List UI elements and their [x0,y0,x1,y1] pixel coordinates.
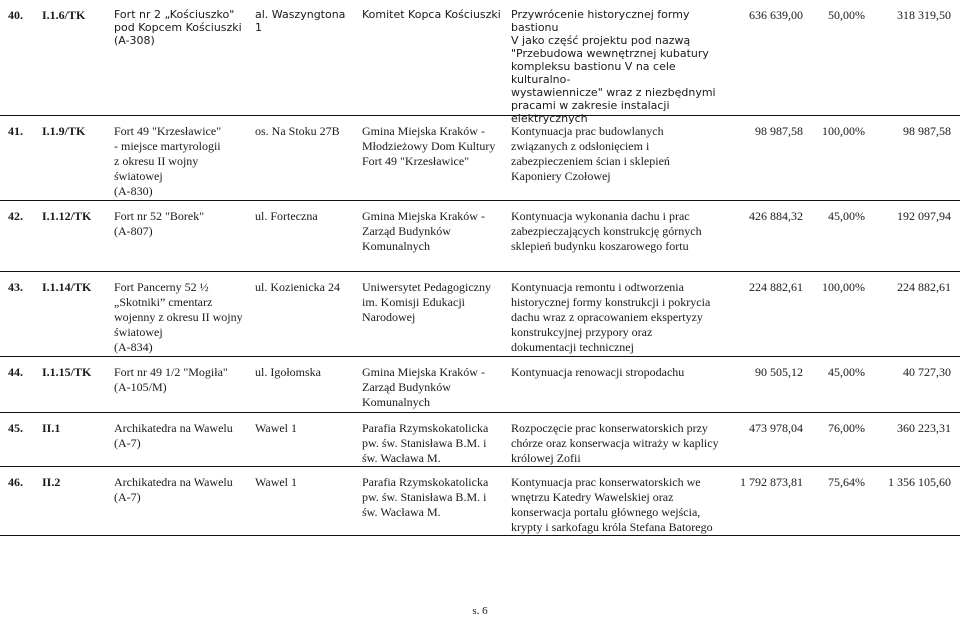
object-name: Archikatedra na Wawelu (A-7) [114,421,233,450]
page-number: s. 6 [472,605,488,617]
organization: Uniwersytet Pedagogiczny im. Komisji Edukacji Narodowej [362,280,491,324]
registry-code: I.1.14/TK [42,280,92,294]
work-scope: Przywrócenie historycznej formy bastionu V jako część projektu pod nazwą "Przebudowa wewnętrznej kubatury kompleksu bastionu V na cele kulturalno- wystawiennicze" wraz z niezbędnymi pracami w zakresie instalacji elektrycznych [511,8,716,125]
row-number: 45. [8,421,23,435]
grant-amount: 192 097,94 [897,209,951,223]
object-address: al. Waszyngtona 1 [255,8,346,34]
total-cost: 1 792 873,81 [740,475,803,489]
grant-percent: 76,00% [828,421,865,435]
object-name: Fort nr 2 „Kościuszko" pod Kopcem Kościuszki (A-308) [114,8,242,47]
registry-code: I.1.15/TK [42,365,92,379]
organization: Komitet Kopca Kościuszki [362,8,501,21]
table-row [0,272,960,357]
grant-percent: 50,00% [828,8,865,22]
registry-code: II.2 [42,475,61,489]
table-row [0,413,960,467]
table-row [0,116,960,201]
object-address: Wawel 1 [255,421,298,435]
grant-percent: 75,64% [828,475,865,489]
work-scope: Kontynuacja wykonania dachu i prac zabezpieczających konstrukcję górnych sklepień budynku koszarowego fortu [511,209,702,253]
work-scope: Kontynuacja prac konserwatorskich we wnętrzu Katedry Wawelskiej oraz konserwacja portalu głównego wejścia, krypty i sarkofagu króla Stefana Batorego [511,475,713,534]
object-address: Wawel 1 [255,475,298,489]
registry-code: I.1.9/TK [42,124,86,138]
row-number: 41. [8,124,23,138]
registry-code: I.1.12/TK [42,209,92,223]
row-number: 44. [8,365,23,379]
organization: Gmina Miejska Kraków - Zarząd Budynków Komunalnych [362,365,485,409]
total-cost: 636 639,00 [749,8,803,22]
total-cost: 90 505,12 [755,365,803,379]
table-row [0,357,960,413]
registry-code: I.1.6/TK [42,8,86,22]
grant-percent: 45,00% [828,365,865,379]
grant-amount: 98 987,58 [903,124,951,138]
grant-amount: 40 727,30 [903,365,951,379]
object-name: Fort Pancerny 52 ½ „Skotniki” cmentarz wojenny z okresu II wojny światowej (A-834) [114,280,243,354]
total-cost: 98 987,58 [755,124,803,138]
row-number: 40. [8,8,23,22]
grant-amount: 224 882,61 [897,280,951,294]
table-row [0,201,960,272]
total-cost: 426 884,32 [749,209,803,223]
row-number: 43. [8,280,23,294]
row-number: 46. [8,475,23,489]
work-scope: Kontynuacja remontu i odtworzenia historycznej formy konstrukcji i pokrycia dachu wraz z opracowaniem ekspertyzy konstrukcyjnej przypory oraz dokumentacji technicznej [511,280,711,354]
grant-percent: 45,00% [828,209,865,223]
work-scope: Kontynuacja prac budowlanych związanych z odsłonięciem i zabezpieczeniem ścian i sklepień Kaponiery Czołowej [511,124,670,183]
organization: Gmina Miejska Kraków - Zarząd Budynków Komunalnych [362,209,485,253]
registry-code: II.1 [42,421,61,435]
grant-amount: 360 223,31 [897,421,951,435]
grant-percent: 100,00% [822,280,865,294]
total-cost: 473 978,04 [749,421,803,435]
organization: Gmina Miejska Kraków - Młodzieżowy Dom Kultury Fort 49 "Krzesławice" [362,124,496,168]
object-name: Archikatedra na Wawelu (A-7) [114,475,233,504]
grant-amount: 318 319,50 [897,8,951,22]
organization: Parafia Rzymskokatolicka pw. św. Stanisława B.M. i św. Wacława M. [362,421,489,465]
work-scope: Rozpoczęcie prac konserwatorskich przy chórze oraz konserwacja witraży w kaplicy królowej Zofii [511,421,719,465]
object-address: ul. Igołomska [255,365,321,379]
row-number: 42. [8,209,23,223]
organization: Parafia Rzymskokatolicka pw. św. Stanisława B.M. i św. Wacława M. [362,475,489,519]
object-address: os. Na Stoku 27B [255,124,340,138]
object-name: Fort nr 52 "Borek" (A-807) [114,209,205,238]
grant-amount: 1 356 105,60 [888,475,951,489]
work-scope: Kontynuacja renowacji stropodachu [511,365,685,379]
object-address: ul. Forteczna [255,209,318,223]
object-name: Fort nr 49 1/2 "Mogiła" (A-105/M) [114,365,228,394]
total-cost: 224 882,61 [749,280,803,294]
grant-percent: 100,00% [822,124,865,138]
object-address: ul. Kozienicka 24 [255,280,340,294]
table-row [0,467,960,536]
table-row [0,0,960,125]
object-name: Fort 49 "Krzesławice" - miejsce martyrologii z okresu II wojny światowej (A-830) [114,124,222,198]
